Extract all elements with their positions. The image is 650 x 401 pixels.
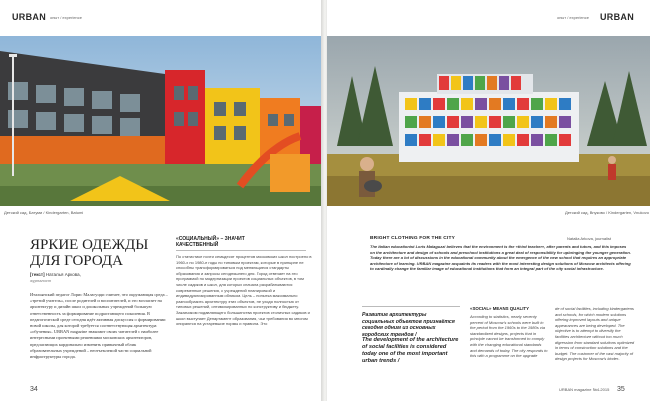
magazine-footer: URBAN magazine №4-2015 bbox=[559, 387, 610, 392]
pullquote-english: The development of the architecture of social facilities is considered today one of the most important urban trends / bbox=[362, 337, 459, 364]
brand-logo: URBAN bbox=[600, 12, 634, 22]
english-title: BRIGHT CLOTHING FOR THE CITY bbox=[370, 236, 456, 241]
photo-caption: Детский сад, Внуково / Kindergarten, Vnukovo bbox=[565, 210, 649, 215]
byline-role: журналист bbox=[30, 278, 52, 283]
byline-name: Наталья Аркова, bbox=[45, 272, 81, 277]
kindergarten-photo-vnukovo bbox=[327, 36, 650, 206]
kicker-divider bbox=[176, 250, 306, 251]
pullquote-divider bbox=[362, 306, 460, 307]
body-column: По статистике почти семьдесят процентов московских школ построено в 1960-х по 1980-е годы по типовым проектам, которые в принципе не способны трансформироваться под меняющиеся стандарты образования и запросы сегодняшнего дня. Город отвечает на это программой по модернизации проектов социальных объектов, в том числе садиков и школ, для которых сначала разрабатываются современные решения, с учреждений планировкой и индивидуализированным обликом. Цель – попытка максимально разнообразить архитектуру этих объектов, не уходя полностью от типовых решений, оптимизированных по конструктиву и бюджету. Заказчиком подавляющего большинства проектов столичных садиков и школ выступает Департамент образования, чьи требования во многом опираются на устаревшие нормы и правила. Это bbox=[176, 254, 312, 327]
brand-logo: URBAN bbox=[12, 12, 46, 22]
left-page bbox=[0, 0, 323, 401]
page-number: 34 bbox=[30, 386, 38, 393]
english-byline: Natalia Arkova, journalist bbox=[567, 236, 612, 241]
page-number: 35 bbox=[617, 386, 625, 393]
english-column-2: de of social facilities, including kindergartens and schools, for which modern solutions offering improved layouts and unique appearances are being developed. The objective is to attempt to diversify the facilities architecture without too much digression from standard solutions optimized in terms of construction solutions and the budget. The customer of the vast majority of design projects for Moscow's kinder- bbox=[555, 306, 635, 362]
kindergarten-photo-batumi bbox=[0, 36, 323, 206]
section-label: опыт / experience bbox=[557, 15, 589, 20]
byline bbox=[30, 272, 81, 277]
kindergarten-vnukovo-illustration bbox=[327, 36, 650, 206]
pullquote-russian: Развитие архитектуры социальных объектов признаётся сегодня одним из основных городских трендов / bbox=[362, 312, 455, 338]
article-title: ЯРКИЕ ОДЕЖДЫ ДЛЯ ГОРОДА bbox=[30, 237, 149, 269]
byline-tag: [текст] bbox=[30, 272, 45, 277]
section-kicker: «СОЦИАЛЬНЫЙ» – ЗНАЧИТ КАЧЕСТВЕННЫЙ bbox=[176, 236, 245, 248]
english-intro: The Italian educationist Loris Malaguzzi believes that the environment is the «third teacher», after parents and tutors, and this imposes on the architecture and design of schools and preschool institutions a great deal of responsibility for upbringing the younger generation. Today there are a lot of discussions in the educational community about the emergence of the new school that requires an appropriate architecture of learning. URBAN magazine acquaints its readers with the most interesting design solutions of Moscow architects offering to cardinally change the familiar image of educational institutions that form an integral part of the city social infrastructure. bbox=[370, 244, 631, 272]
section-label: опыт / experience bbox=[50, 15, 82, 20]
english-section-kicker: «SOCIAL» MEANS QUALITY bbox=[470, 306, 530, 311]
english-column-1: According to statistics, nearly seventy percent of Moscow's schools were built in the period from the 1960s to the 1980s via standardized designs, projects that in principle cannot be transformed to comply with the changing educational standards and demands of today. The city responds to this with a programme on the upgrade bbox=[470, 314, 548, 359]
photo-caption: Детский сад, Батуми / Kindergarten, Batumi bbox=[4, 210, 84, 215]
lead-paragraph: Итальянский педагог Лорис Малагуцци считает, что окружающая среда – «третий учитель», после родителей и воспитателей, и это возлагает на архитектуру и дизайн школ и дошкольных учреждений большую ответственность за формирование подрастающего поколения. В педагогической среде сегодня идёт активная дискуссия о формировании новой школы, для которой требуется соответствующая архитектура «обучения». URBAN magazine знакомит своих читателей с наиболее интересными проектными решениями московских архитекторов, предлагающих кардинально изменить привычный облик образовательных учреждений – неотъемлемой части социальной инфраструктуры города. bbox=[30, 292, 168, 360]
right-page bbox=[327, 0, 650, 401]
kindergarten-batumi-illustration bbox=[0, 36, 323, 206]
